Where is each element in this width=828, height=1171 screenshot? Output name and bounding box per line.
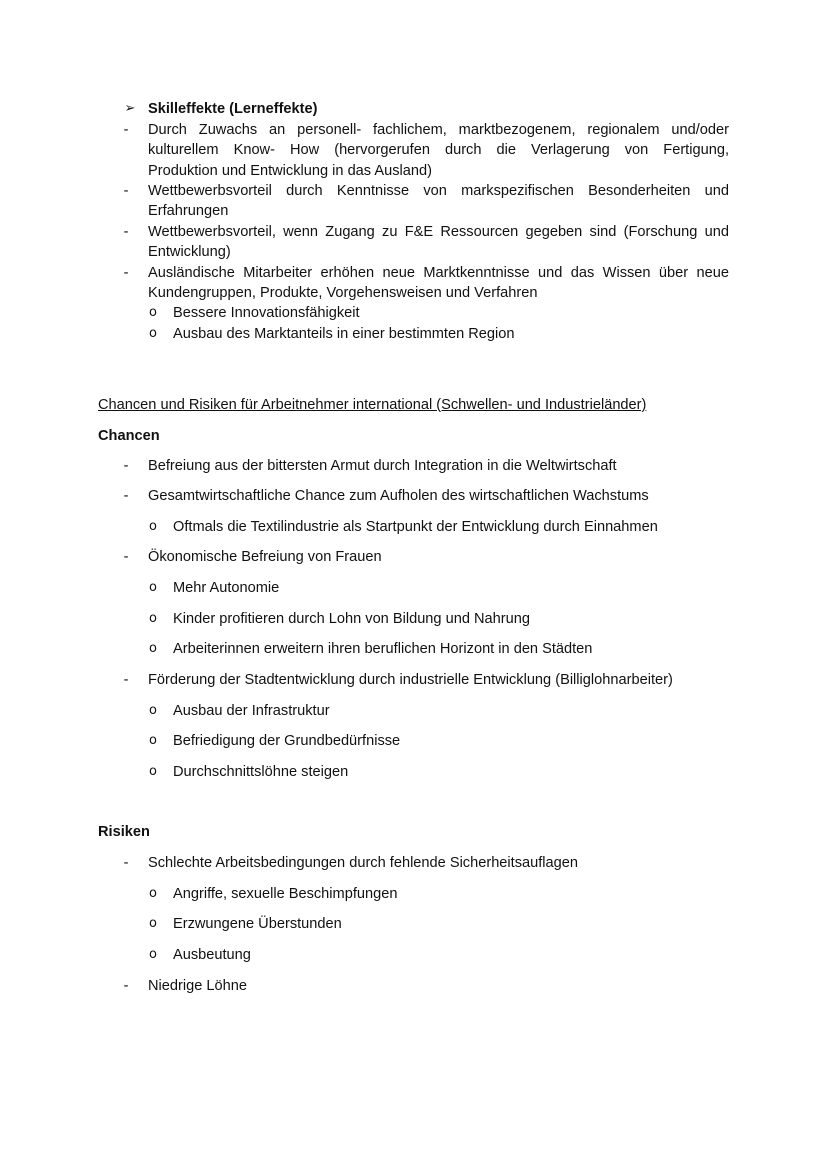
- skill-bullet-1: [148, 120, 729, 181]
- skill-bullet-1-line: Produktion und Entwicklung in das Ausland): [148, 162, 432, 179]
- arrow-bullet-icon: ➢: [124, 101, 136, 116]
- risiken-bullet-1-sub-1: Angriffe, sexuelle Beschimpfungen: [173, 886, 398, 902]
- chancen-bullet-4-sub-3: Durchschnittslöhne steigen: [173, 764, 349, 780]
- skill-bullet-2-line: Wettbewerbsvorteil durch Kenntnisse von markspezifischen Besonderheiten und: [148, 183, 729, 199]
- chancen-bullet-3: Ökonomische Befreiung von Frauen: [148, 549, 382, 565]
- dash-bullet: -: [123, 549, 129, 565]
- skill-sub-1: Bessere Innovationsfähigkeit: [173, 305, 360, 321]
- skill-bullet-4: [148, 263, 729, 304]
- dash-bullet: -: [123, 265, 129, 281]
- risiken-heading: Risiken: [98, 824, 150, 840]
- risiken-bullet-2: Niedrige Löhne: [148, 978, 247, 994]
- chancen-bullet-2-sub-1: Oftmals die Textilindustrie als Startpunkt der Entwicklung durch Einnahmen: [173, 519, 658, 535]
- circle-bullet-icon: o: [149, 886, 157, 901]
- section-title: Chancen und Risiken für Arbeitnehmer international (Schwellen- und Industrieländer): [98, 397, 647, 413]
- dash-bullet: -: [123, 458, 129, 474]
- dash-bullet: -: [123, 122, 129, 138]
- skill-heading: Skilleffekte (Lerneffekte): [148, 101, 318, 117]
- chancen-bullet-3-sub-2: Kinder profitieren durch Lohn von Bildung und Nahrung: [173, 611, 530, 627]
- skill-bullet-1-line: kulturellem Know- How (hervorgerufen durch die Verlagerung von Fertigung,: [148, 142, 729, 159]
- chancen-bullet-3-sub-1: Mehr Autonomie: [173, 580, 280, 596]
- dash-bullet: -: [123, 978, 129, 994]
- circle-bullet-icon: o: [149, 703, 157, 718]
- risiken-bullet-1: Schlechte Arbeitsbedingungen durch fehlende Sicherheitsauflagen: [148, 855, 579, 871]
- skill-bullet-3-line: Entwicklung): [148, 244, 231, 261]
- skill-bullet-2: [148, 181, 729, 222]
- chancen-bullet-1: Befreiung aus der bittersten Armut durch Integration in die Weltwirtschaft: [148, 458, 617, 474]
- circle-bullet-icon: o: [149, 611, 157, 626]
- chancen-bullet-4: Förderung der Stadtentwicklung durch industrielle Entwicklung (Billiglohnarbeiter): [148, 672, 673, 688]
- chancen-heading: Chancen: [98, 428, 160, 444]
- dash-bullet: -: [123, 672, 129, 688]
- skill-bullet-4-line: Ausländische Mitarbeiter erhöhen neue Marktkenntnisse und das Wissen über neue: [148, 265, 729, 281]
- circle-bullet-icon: o: [149, 519, 157, 534]
- circle-bullet-icon: o: [149, 764, 157, 779]
- circle-bullet-icon: o: [149, 916, 157, 931]
- dash-bullet: -: [123, 183, 129, 199]
- skill-sub-2: Ausbau des Marktanteils in einer bestimmten Region: [173, 326, 515, 342]
- chancen-bullet-3-sub-3: Arbeiterinnen erweitern ihren beruflichen Horizont in den Städten: [173, 641, 593, 657]
- circle-bullet-icon: o: [149, 305, 157, 320]
- circle-bullet-icon: o: [149, 641, 157, 656]
- chancen-bullet-4-sub-1: Ausbau der Infrastruktur: [173, 703, 330, 719]
- skill-bullet-2-line: Erfahrungen: [148, 203, 229, 220]
- circle-bullet-icon: o: [149, 326, 157, 341]
- dash-bullet: -: [123, 224, 129, 240]
- skill-bullet-3: [148, 222, 729, 263]
- dash-bullet: -: [123, 855, 129, 871]
- risiken-bullet-1-sub-3: Ausbeutung: [173, 947, 251, 963]
- skill-bullet-3-line: Wettbewerbsvorteil, wenn Zugang zu F&E Ressourcen gegeben sind (Forschung und: [148, 224, 729, 240]
- dash-bullet: -: [123, 488, 129, 504]
- circle-bullet-icon: o: [149, 733, 157, 748]
- risiken-bullet-1-sub-2: Erzwungene Überstunden: [173, 916, 342, 932]
- circle-bullet-icon: o: [149, 580, 157, 595]
- skill-bullet-1-line: Durch Zuwachs an personell- fachlichem, marktbezogenem, regionalem und/oder: [148, 122, 729, 138]
- circle-bullet-icon: o: [149, 947, 157, 962]
- chancen-bullet-4-sub-2: Befriedigung der Grundbedürfnisse: [173, 733, 401, 749]
- skill-bullet-4-line: Kundengruppen, Produkte, Vorgehensweisen und Verfahren: [148, 285, 538, 302]
- chancen-bullet-2: Gesamtwirtschaftliche Chance zum Aufholen des wirtschaftlichen Wachstums: [148, 488, 649, 504]
